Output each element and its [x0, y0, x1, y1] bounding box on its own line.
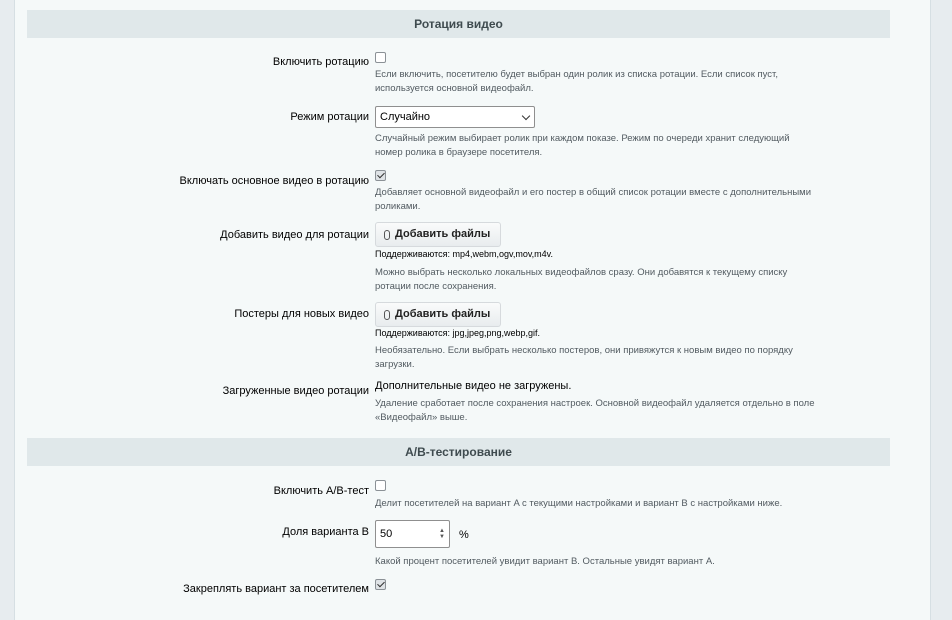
percent-unit: % — [459, 529, 469, 541]
add-posters-button-label: Добавить файлы — [395, 308, 491, 320]
add-video-label: Добавить видео для ротации — [220, 229, 369, 241]
paperclip-icon — [384, 230, 390, 240]
sticky-variant-label: Закреплять вариант за посетителем — [183, 583, 369, 595]
enable-ab-description: Делит посетителей на вариант A с текущими настройками и вариант B с настройками ниже. — [375, 498, 783, 509]
add-posters-button[interactable] — [375, 302, 501, 327]
setting-sticky-variant — [0, 578, 917, 595]
section-header-ab-testing: A/B-тестирование — [27, 438, 890, 466]
variant-b-share-input[interactable] — [375, 520, 450, 548]
setting-rotation-mode — [0, 106, 917, 158]
sticky-variant-checkbox[interactable] — [375, 579, 386, 590]
posters-label: Постеры для новых видео — [234, 308, 369, 320]
add-video-button-label: Добавить файлы — [395, 228, 491, 240]
posters-description: Необязательно. Если выбрать несколько постеров, они привяжутся к новым видео по порядку загрузки. — [375, 345, 793, 370]
uploaded-videos-description: Удаление сработает после сохранения настроек. Основной видеофайл удаляется отдельно в поле «Видеофайл» выше. — [375, 398, 815, 423]
chevron-down-icon — [522, 112, 530, 120]
setting-include-main-video — [0, 168, 917, 212]
rotation-mode-select[interactable] — [375, 106, 535, 128]
paperclip-icon — [384, 310, 390, 320]
enable-ab-label: Включить A/B-тест — [273, 485, 369, 497]
posters-supported: Поддерживаются: jpg,jpeg,png,webp,gif. — [375, 328, 541, 338]
setting-enable-ab — [0, 479, 917, 509]
uploaded-videos-value: Дополнительные видео не загружены. — [375, 380, 572, 392]
enable-ab-checkbox[interactable] — [375, 480, 386, 491]
rotation-mode-label: Режим ротации — [290, 111, 369, 123]
variant-b-share-description: Какой процент посетителей увидит вариант B. Остальные увидят вариант A. — [375, 556, 715, 567]
enable-rotation-label: Включить ротацию — [272, 56, 369, 68]
add-video-button[interactable] — [375, 222, 501, 247]
include-main-checkbox[interactable] — [375, 170, 386, 181]
setting-enable-rotation — [0, 50, 917, 94]
rotation-mode-value: Случайно — [380, 111, 431, 123]
uploaded-videos-label: Загруженные видео ротации — [222, 385, 369, 397]
enable-rotation-description: Если включить, посетителю будет выбран один ролик из списка ротации. Если список пуст, используется основной видеофайл. — [375, 69, 778, 94]
setting-variant-b-share — [0, 520, 917, 567]
section-header-rotation: Ротация видео — [27, 10, 890, 38]
rotation-mode-description: Случайный режим выбирает ролик при каждом показе. Режим по очереди хранит следующий номер ролика в браузере посетителя. — [375, 133, 790, 158]
include-main-description: Добавляет основной видеофайл и его постер в общий список ротации вместе с дополнительными роликами. — [375, 187, 811, 212]
include-main-label: Включать основное видео в ротацию — [179, 175, 369, 187]
add-video-description: Можно выбрать несколько локальных видеофайлов сразу. Они добавятся к текущему списку ротации после сохранения. — [375, 267, 788, 292]
add-video-supported: Поддерживаются: mp4,webm,ogv,mov,m4v. — [375, 249, 554, 259]
enable-rotation-checkbox[interactable] — [375, 52, 386, 63]
variant-b-share-value: 50 — [380, 528, 393, 540]
spinner-arrows-icon[interactable]: ▲ ▼ — [439, 528, 445, 540]
variant-b-share-label: Доля варианта B — [282, 526, 369, 538]
